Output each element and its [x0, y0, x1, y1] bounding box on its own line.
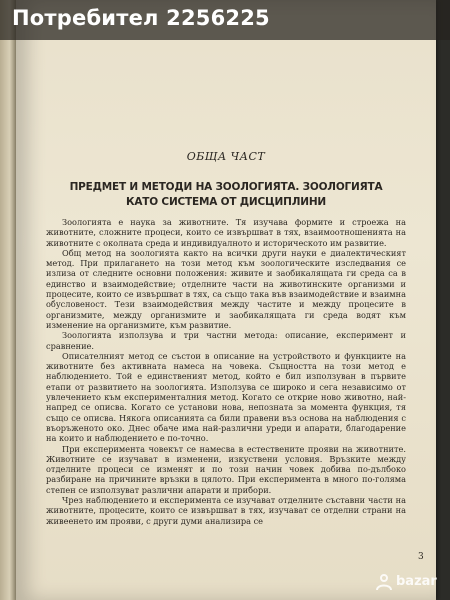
paragraph: Чрез наблюдението и експеримента се изучават отделните съставни части на животните, процесите, които се извършват в тях, изучават се отделни страни на живеенето им прояви, с други думи анализира се — [46, 495, 406, 526]
body-text — [46, 217, 406, 526]
page-number: 3 — [418, 552, 424, 562]
chapter-heading — [46, 180, 406, 210]
watermark — [374, 572, 444, 592]
book-spine-edge — [0, 0, 16, 600]
watermark-text: bazar — [396, 574, 437, 589]
book-page — [16, 0, 436, 600]
paragraph: Общ метод на зоологията както на всички други науки е диалектическият метод. При прилагането на този метод към зоологическите изследвания се излиза от следните основни положения: живите и заобикалящата ги среда са в единство и взаимодействие; отделните части на животинските организми и процесите, които се извършват в тях, са също така във взаимодействие и взаимна обусловеност. Тези взаимодействия между частите и между процесите в организмите, между организмите и заобикалящата ги среда водят към изменение на организмите, към развитие. — [46, 247, 406, 330]
chapter-heading-line-2: КАТО СИСТЕМА ОТ ДИСЦИПЛИНИ — [125, 196, 326, 208]
paragraph: Описателният метод се състои в описание на устройството и функциите на животните без активната намеса на човека. Същността на този метод е наблюдението. Той е единственият метод, който е бил използуван в първите етапи от развитието на зоологията. Използува се широко и сега независимо от увлечението към експерименталния метод. Когато се открие ново животно, най-напред се описва. Когато се установи нова, непозната за момента функция, тя също се описва. Някога описанията са били правени въз основа на наблюдения с въоръженото око. Днес обаче има най-различни уреди и апарати, благодарение на които и наблюдението е по-точно. — [46, 350, 406, 444]
chapter-heading-line-1: ПРЕДМЕТ И МЕТОДИ НА ЗООЛОГИЯТА. ЗООЛОГИЯТА — [69, 181, 383, 193]
paragraph: Зоологията използува и три частни метода: описание, експеримент и сравнение. — [46, 330, 406, 351]
paragraph: Зоологията е наука за животните. Тя изучава формите и строежа на животните, сложните процеси, които се извършват в тях, взаимоотношенията на животните с околната среда и индивидуалното и историческото им развитие. — [46, 217, 406, 248]
banner-username: Потребител 2256225 — [12, 6, 270, 30]
user-banner — [0, 0, 450, 40]
bazar-logo-icon — [374, 572, 394, 592]
section-title: ОБЩА ЧАСТ — [186, 150, 266, 163]
paragraph: При експеримента човекът се намесва в естествените прояви на животните. Животните се изучават в изменени, изкуствени условия. Връзките между отделните процеси се изменят и по този начин човек добива по-дълбоко разбиране на причините връзки в цялото. При експеримента в много по-голяма степен се използуват различни апарати и прибори. — [46, 443, 406, 495]
